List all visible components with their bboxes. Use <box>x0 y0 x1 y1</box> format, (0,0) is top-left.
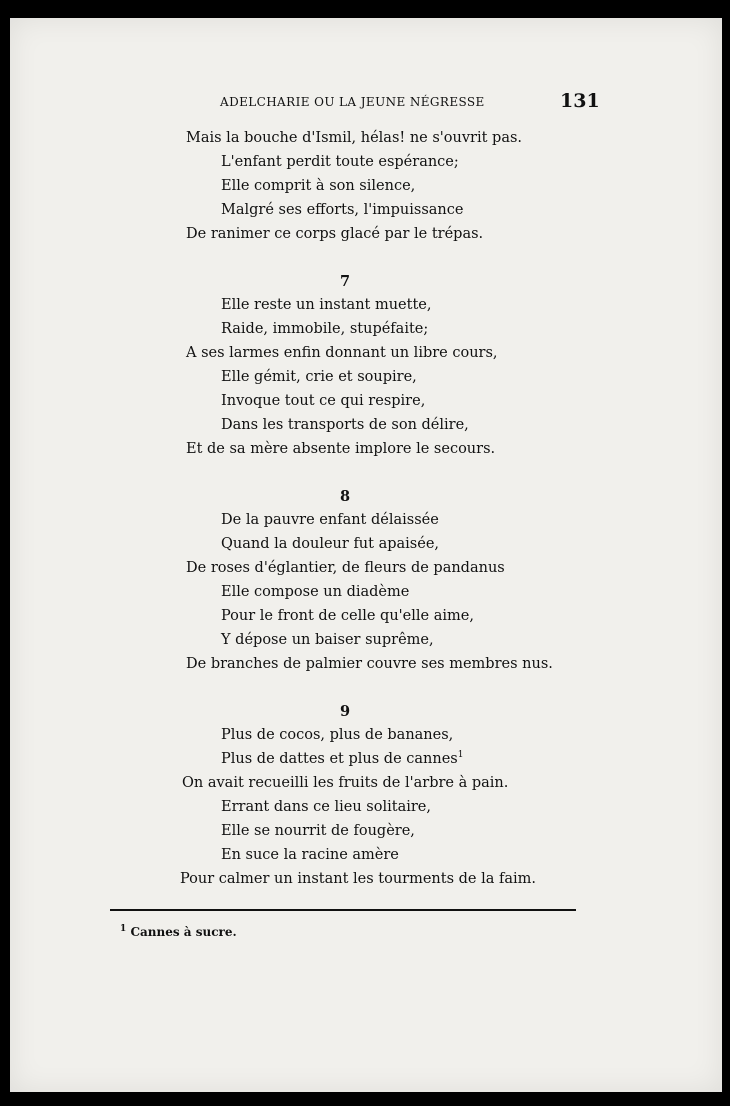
poem-line: Elle reste un instant muette, <box>221 297 432 313</box>
poem-line: Y dépose un baiser suprême, <box>221 632 434 648</box>
poem-line: L'enfant perdit toute espérance; <box>221 154 459 170</box>
poem-line: Errant dans ce lieu solitaire, <box>221 799 431 815</box>
stanza-number: 8 <box>340 488 351 505</box>
poem-line-with-footnote <box>221 749 463 769</box>
book-page <box>10 18 722 1092</box>
poem-line: Elle se nourrit de fougère, <box>221 823 415 839</box>
footnote-number: 1 <box>120 924 127 934</box>
poem-line: Pour le front de celle qu'elle aime, <box>221 608 474 624</box>
poem-line: A ses larmes enfin donnant un libre cours, <box>186 345 498 361</box>
poem-line: Dans les transports de son délire, <box>221 417 469 433</box>
poem-line: De la pauvre enfant délaissée <box>221 512 439 528</box>
footnote-marker: 1 <box>457 750 464 761</box>
poem-line: De ranimer ce corps glacé par le trépas. <box>186 226 484 242</box>
poem-line: Invoque tout ce qui respire, <box>221 393 426 409</box>
poem-line: En suce la racine amère <box>221 847 399 863</box>
footnote-rule <box>110 909 576 911</box>
poem-line: Elle compose un diadème <box>221 584 410 600</box>
poem-line: Malgré ses efforts, l'impuissance <box>221 202 464 218</box>
poem-line: Elle comprit à son silence, <box>221 178 416 194</box>
page-header <box>10 90 722 114</box>
poem-line: On avait recueilli les fruits de l'arbre à pain. <box>182 775 509 791</box>
page-number: 131 <box>560 90 600 112</box>
poem-line: Et de sa mère absente implore le secours. <box>186 441 496 457</box>
running-title: ADELCHARIE OU LA JEUNE NÉGRESSE <box>220 95 485 109</box>
poem-line: Elle gémit, crie et soupire, <box>221 369 417 385</box>
stanza-number: 7 <box>340 273 351 290</box>
footnote-text: Cannes à sucre. <box>130 925 237 939</box>
stanza-number: 9 <box>340 703 351 720</box>
poem-line: Quand la douleur fut apaisée, <box>221 536 440 552</box>
footnote <box>120 925 237 939</box>
poem-line: Mais la bouche d'Ismil, hélas! ne s'ouvrit pas. <box>186 130 523 146</box>
poem-line: De branches de palmier couvre ses membres nus. <box>186 656 553 672</box>
poem-line: De roses d'églantier, de fleurs de pandanus <box>186 560 505 576</box>
poem-line: Pour calmer un instant les tourments de la faim. <box>180 871 537 887</box>
poem-line: Plus de cocos, plus de bananes, <box>221 727 454 743</box>
poem-line-text: Plus de dattes et plus de cannes <box>221 751 458 767</box>
poem-line: Raide, immobile, stupéfaite; <box>221 321 429 337</box>
